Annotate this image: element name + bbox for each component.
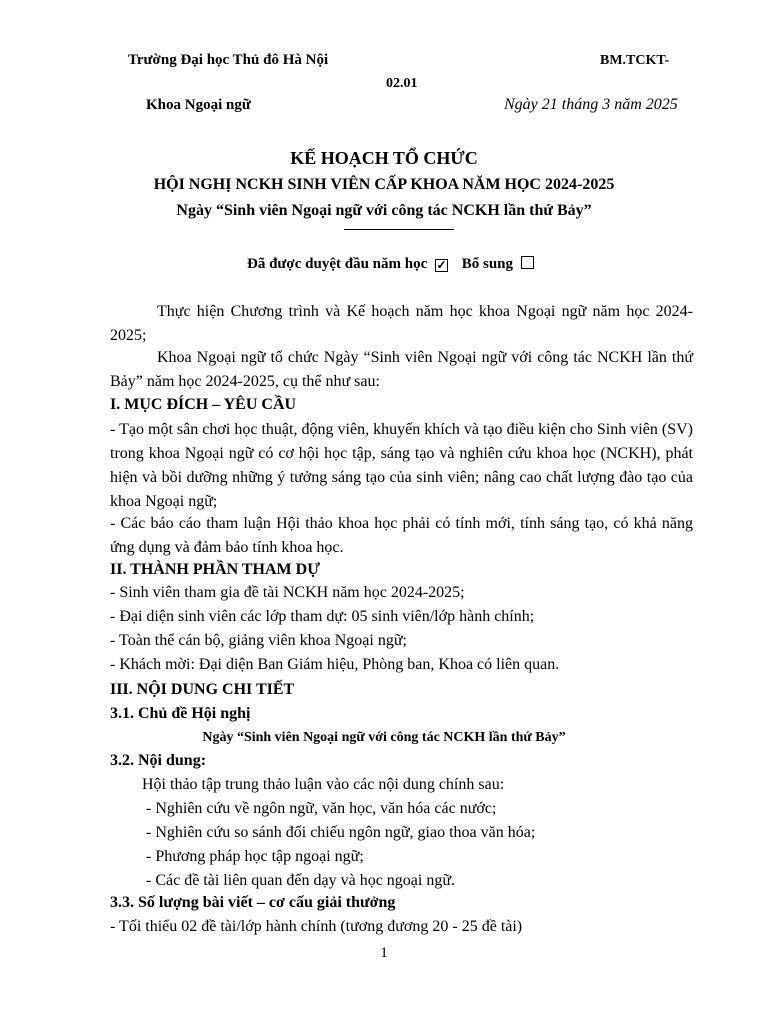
faculty-name: Khoa Ngoại ngữ <box>146 97 251 113</box>
list-item: - Nghiên cứu so sánh đối chiếu ngôn ngữ, giao thoa văn hóa; <box>146 824 536 841</box>
form-code-suffix: 02.01 <box>386 76 418 91</box>
list-item: - Toàn thể cán bộ, giảng viên khoa Ngoại ngữ; <box>110 632 407 649</box>
title-underline <box>344 229 454 230</box>
event-name: Ngày “Sinh viên Ngoại ngữ với công tác NCKH lần thứ Bảy” <box>176 202 592 219</box>
section-1-paragraph-1: - Tạo một sân chơi học thuật, động viên, khuyến khích và tạo điều kiện cho Sinh viên (SV) trong khoa Ngoại ngữ có cơ hội học tập, sáng tạo và nghiên cứu khoa học (NCKH), phát hiện và bồi dưỡng những ý tưởng sáng tạo của sinh viên; nâng cao chất lượng đào tạo của khoa Ngoại ngữ; <box>110 421 693 510</box>
subsection-3-2-intro: Hội thảo tập trung thảo luận vào các nội dung chính sau: <box>142 776 505 793</box>
page-number: 1 <box>380 945 388 961</box>
conference-theme: Ngày “Sinh viên Ngoại ngữ với công tác NCKH lần thứ Bảy” <box>202 730 566 745</box>
list-item: - Nghiên cứu về ngôn ngữ, văn học, văn hóa các nước; <box>146 800 497 817</box>
subsection-3-1-heading: 3.1. Chủ đề Hội nghị <box>110 705 251 722</box>
section-1-paragraph-2: - Các báo cáo tham luận Hội thảo khoa học phải có tính mới, tính sáng tạo, có khả năng ứng dụng và đảm bảo tính khoa học. <box>110 515 693 556</box>
document-date: Ngày 21 tháng 3 năm 2025 <box>504 96 678 113</box>
list-item: - Sinh viên tham gia đề tài NCKH năm học 2024-2025; <box>110 584 465 601</box>
subsection-3-3-heading: 3.3. Số lượng bài viết – cơ cấu giải thưởng <box>110 894 396 911</box>
approved-label: Đã được duyệt đầu năm học <box>247 256 428 272</box>
supplement-checkbox-icon[interactable] <box>521 256 534 269</box>
document-subtitle: HỘI NGHỊ NCKH SINH VIÊN CẤP KHOA NĂM HỌC 2024-2025 <box>153 176 615 193</box>
list-item: - Các đề tài liên quan đến dạy và học ngoại ngữ. <box>146 872 456 889</box>
intro-paragraph-2: Khoa Ngoại ngữ tổ chức Ngày “Sinh viên Ngoại ngữ với công tác NCKH lần thứ Bảy” năm học 2024-2025, cụ thể như sau: <box>110 349 693 390</box>
approval-row <box>247 256 534 273</box>
list-item: - Phương pháp học tập ngoại ngữ; <box>146 848 364 865</box>
section-3-heading: III. NỘI DUNG CHI TIẾT <box>110 681 295 698</box>
form-code: BM.TCKT- <box>600 53 670 68</box>
list-item: - Đại diện sinh viên các lớp tham dự: 05 sinh viên/lớp hành chính; <box>110 608 535 625</box>
approved-checkbox-icon[interactable]: ✓ <box>436 258 447 272</box>
subsection-3-2-heading: 3.2. Nội dung: <box>110 752 207 769</box>
document-title: KẾ HOẠCH TỔ CHỨC <box>290 148 478 168</box>
list-item: - Tối thiểu 02 đề tài/lớp hành chính (tương đương 20 - 25 đề tài) <box>110 918 523 935</box>
section-2-heading: II. THÀNH PHẦN THAM DỰ <box>110 561 320 578</box>
list-item: - Khách mời: Đại diện Ban Giám hiệu, Phòng ban, Khoa có liên quan. <box>110 656 560 673</box>
section-1-heading: I. MỤC ĐÍCH – YÊU CẦU <box>110 396 297 413</box>
university-name: Trường Đại học Thủ đô Hà Nội <box>128 52 329 68</box>
intro-paragraph-1: Thực hiện Chương trình và Kế hoạch năm học khoa Ngoại ngữ năm học 2024-2025; <box>110 303 693 344</box>
supplement-label: Bổ sung <box>461 256 514 272</box>
